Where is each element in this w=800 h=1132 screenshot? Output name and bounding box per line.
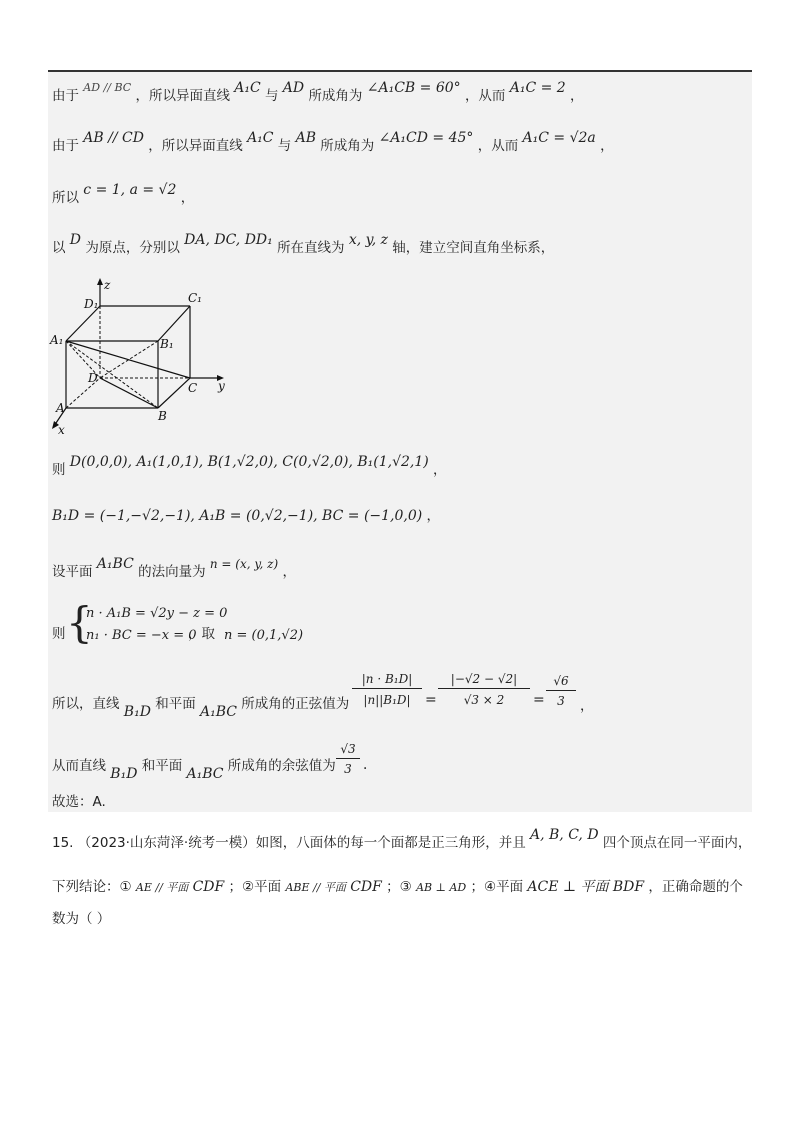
text: 则 — [52, 626, 66, 642]
text: ， — [600, 138, 614, 154]
math: D(0,0,0), A₁(1,0,1), B(1,√2,0), C(0,√2,0), B₁(1,√2,1) — [69, 454, 429, 470]
denominator: 3 — [344, 762, 352, 776]
label-B: B — [158, 409, 167, 423]
numerator: √6 — [546, 674, 576, 691]
solution-line-8 — [52, 600, 412, 660]
math: B₁D — [123, 704, 151, 720]
label-z: z — [104, 278, 111, 292]
text: 为原点，分别以 — [85, 240, 180, 256]
text: ，从而 — [464, 88, 506, 104]
text: 所以 — [52, 190, 79, 206]
math: B₁D — [110, 766, 138, 782]
math: AD // BC — [83, 81, 132, 94]
math: DA, DC, DD₁ — [184, 232, 273, 248]
label-A: A — [56, 401, 65, 415]
text: ， — [433, 462, 447, 478]
math: AE // 平面 — [135, 881, 189, 894]
text: 由于 — [52, 88, 79, 104]
denominator: √3 × 2 — [463, 693, 505, 707]
math: B₁D = (−1,−√2,−1), A₁B = (0,√2,−1), BC = (−1,0,0) — [52, 508, 423, 524]
denominator: |n||B₁D| — [363, 693, 411, 707]
fraction-1 — [352, 672, 422, 707]
math: ABE // 平面 — [285, 881, 346, 894]
text: 和平面 — [155, 696, 196, 712]
denominator: 3 — [557, 694, 565, 708]
solution-line-5 — [52, 454, 447, 480]
solution-line-2 — [52, 130, 614, 156]
math: ∠A₁CB = 60° — [366, 80, 461, 96]
solution-line-10 — [52, 756, 336, 782]
numerator: |n · B₁D| — [352, 672, 422, 689]
numerator: |−√2 − √2| — [438, 672, 530, 689]
math: A₁BC — [96, 556, 134, 572]
text: 15. （2023·山东菏泽·统考一模）如图，八面体的每一个面都是正三角形，并且 — [52, 835, 526, 851]
question-15-line-2 — [52, 876, 743, 899]
text: 所成角为 — [320, 138, 375, 154]
fraction-3 — [546, 674, 576, 708]
solution-line-6 — [52, 506, 440, 526]
text: ， — [570, 88, 584, 104]
math: A₁C — [234, 80, 261, 96]
text: ；②平面 — [228, 879, 282, 895]
math: CDF — [350, 879, 382, 895]
label-B1: B₁ — [160, 337, 174, 351]
text: 下列结论：① — [52, 879, 132, 895]
math: ACE ⊥ 平面 — [527, 879, 609, 895]
equation-1: n · A₁B = √2y − z = 0 — [86, 606, 228, 621]
math: A₁C — [247, 130, 274, 146]
label-D1: D₁ — [84, 297, 99, 311]
solution-line-9 — [52, 694, 350, 720]
math: AB // CD — [83, 130, 144, 146]
equation-2: n₁ · BC = −x = 0 — [86, 628, 197, 643]
text: 数为（ ） — [52, 911, 111, 927]
solution-line-11 — [52, 792, 106, 812]
text: 的法向量为 — [138, 564, 206, 580]
solution-line-1 — [52, 80, 584, 107]
solution-line-3 — [52, 182, 195, 208]
segment-DB — [100, 378, 158, 408]
math: c = 1, a = √2 — [83, 182, 177, 198]
math: n = (x, y, z) — [209, 557, 279, 571]
text: 所成角的正弦值为 — [241, 696, 350, 712]
numerator: √3 — [336, 742, 360, 759]
text: 由于 — [52, 138, 79, 154]
edge-BC — [158, 378, 190, 408]
math: AD — [282, 80, 305, 96]
text: 所在直线为 — [277, 240, 345, 256]
text: 所以，直线 — [52, 696, 120, 712]
text: 从而直线 — [52, 758, 106, 774]
text: 四个顶点在同一平面内， — [602, 835, 752, 851]
fraction-2 — [438, 672, 530, 707]
question-15-line-3 — [52, 908, 110, 930]
text: ，所以异面直线 — [148, 138, 243, 154]
hidden-segment-A1B — [66, 341, 158, 408]
math: CDF — [192, 879, 225, 895]
text: 所成角为 — [308, 88, 363, 104]
text: 和平面 — [141, 758, 183, 774]
math: A₁BC — [200, 704, 237, 720]
text: 与 — [277, 138, 292, 154]
edge-B1C1 — [158, 306, 190, 341]
answer-text: 故选：A. — [52, 794, 106, 810]
text: . — [363, 757, 368, 773]
question-15-line-1 — [52, 827, 752, 854]
text: 所成角的余弦值为 — [227, 758, 336, 774]
solution-line-7 — [52, 556, 296, 582]
equals: = — [425, 692, 437, 708]
cube-coordinate-figure — [48, 278, 248, 438]
math: x, y, z — [348, 232, 388, 248]
label-D: D — [88, 371, 98, 385]
text: ；④平面 — [470, 879, 524, 895]
text: ，正确命题的个 — [648, 879, 743, 895]
z-arrow — [97, 278, 103, 285]
text: ， — [180, 190, 195, 206]
math: A₁C = 2 — [509, 80, 566, 96]
math: D — [69, 232, 82, 248]
equals: = — [533, 692, 545, 708]
math: BDF — [612, 879, 645, 895]
text: ，从而 — [477, 138, 519, 154]
fraction-cos — [336, 742, 360, 776]
brace: { — [66, 598, 93, 647]
text: 与 — [265, 88, 279, 104]
text: 则 — [52, 462, 66, 478]
solution-line-4 — [52, 232, 555, 258]
math: n = (0,1,√2) — [224, 628, 304, 643]
math: AB — [295, 130, 316, 146]
math: A₁BC — [186, 766, 224, 782]
label-C: C — [188, 381, 198, 395]
math: AB ⊥ AD — [416, 881, 467, 894]
text: ， — [426, 508, 441, 524]
text: ， — [580, 698, 594, 714]
text: ，取 — [188, 626, 215, 642]
edge-A1D1 — [66, 306, 100, 341]
text: 以 — [52, 240, 66, 256]
label-x: x — [58, 423, 65, 437]
label-A1: A₁ — [50, 333, 64, 347]
text: 轴，建立空间直角坐标系， — [392, 240, 555, 256]
label-C1: C₁ — [188, 291, 202, 305]
math: A, B, C, D — [530, 827, 599, 843]
text: ， — [282, 564, 296, 580]
text: 设平面 — [52, 564, 93, 580]
text: ，所以异面直线 — [135, 88, 230, 104]
text: ；③ — [386, 879, 412, 895]
math: ∠A₁CD = 45° — [378, 130, 474, 146]
label-y: y — [218, 379, 225, 393]
math: A₁C = √2a — [522, 130, 596, 146]
